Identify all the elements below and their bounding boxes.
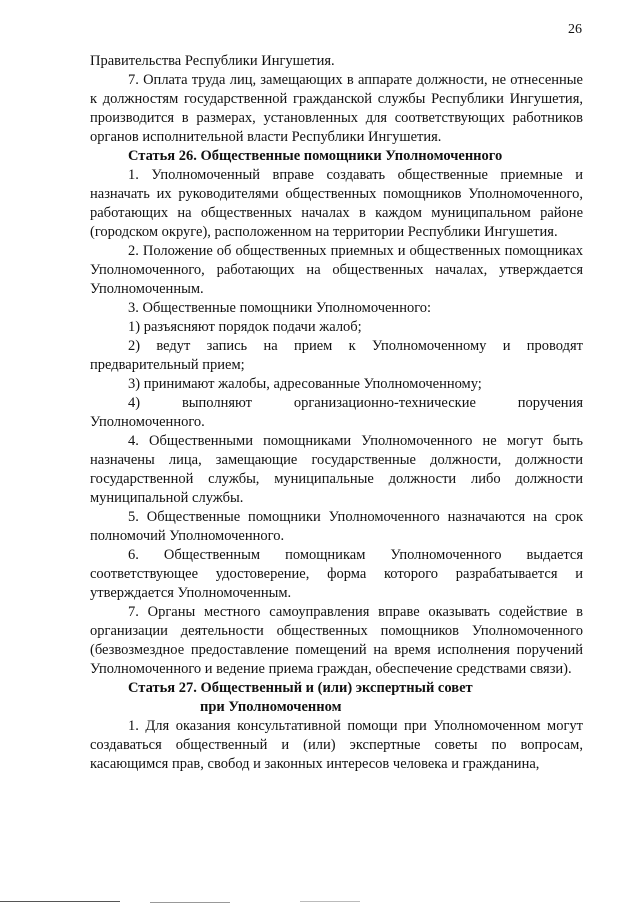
document-body	[90, 52, 583, 774]
article-26-paragraph: 2. Положение об общественных приемных и общественных помощниках Уполномоченного, работающих на общественных началах, утверждается Уполномоченным.	[90, 243, 583, 297]
article-26-paragraph: 3. Общественные помощники Уполномоченного:	[128, 300, 432, 316]
article-26-heading: Статья 26. Общественные помощники Уполномоченного	[128, 148, 503, 164]
article-26-list-item: 1) разъясняют порядок подачи жалоб;	[128, 319, 362, 335]
intro-continuation: Правительства Республики Ингушетия.	[90, 53, 335, 69]
article-26-paragraph: 5. Общественные помощники Уполномоченного назначаются на срок полномочий Уполномоченного.	[90, 509, 583, 544]
article-26-list-item: 2) ведут запись на прием к Уполномоченному и проводят предварительный прием;	[90, 338, 583, 373]
article-27-heading-line2: при Уполномоченном	[200, 699, 342, 715]
scan-line	[150, 902, 230, 903]
article-26-list-item: 4) выполняют организационно-технические поручения Уполномоченного.	[90, 395, 583, 430]
article-26-paragraph: 7. Органы местного самоуправления вправе оказывать содействие в организации деятельности общественных помощников Уполномоченного (безвозмездное предоставление помещений на время исполнения поручений Уполномоченного и ведение приема граждан, обеспечение средствами связи).	[90, 604, 583, 677]
scan-line	[0, 901, 120, 902]
article-26-list-item: 3) принимают жалобы, адресованные Уполномоченному;	[128, 376, 482, 392]
article-27-paragraph: 1. Для оказания консультативной помощи при Уполномоченном могут создаваться общественный и (или) экспертные советы по вопросам, касающимся прав, свобод и законных интересов человека и гражданина,	[90, 718, 583, 772]
page-number: 26	[568, 22, 582, 37]
article-26-paragraph: 1. Уполномоченный вправе создавать общественные приемные и назначать их руководителями общественных помощников Уполномоченного, работающих на общественных началах в каждом муниципальном районе (городском округе), расположенном на территории Республики Ингушетия.	[90, 167, 583, 240]
paragraph-7-remuneration: 7. Оплата труда лиц, замещающих в аппарате должности, не отнесенные к должностям государственной гражданской службы Республики Ингушетия, производится в размерах, установленных для соответствующих работников органов исполнительной власти Республики Ингушетия.	[90, 72, 583, 145]
article-27-heading-line1: Статья 27. Общественный и (или) экспертный совет	[128, 680, 473, 696]
scan-line	[300, 901, 360, 902]
scan-edge-artifact	[0, 897, 640, 905]
article-27-heading	[90, 679, 583, 717]
article-26-paragraph: 4. Общественными помощниками Уполномоченного не могут быть назначены лица, замещающие государственные должности, должности государственной службы, муниципальные должности либо должности муниципальной службы.	[90, 433, 583, 506]
article-26-paragraph: 6. Общественным помощникам Уполномоченного выдается соответствующее удостоверение, форма которого разрабатывается и утверждается Уполномоченным.	[90, 547, 583, 601]
